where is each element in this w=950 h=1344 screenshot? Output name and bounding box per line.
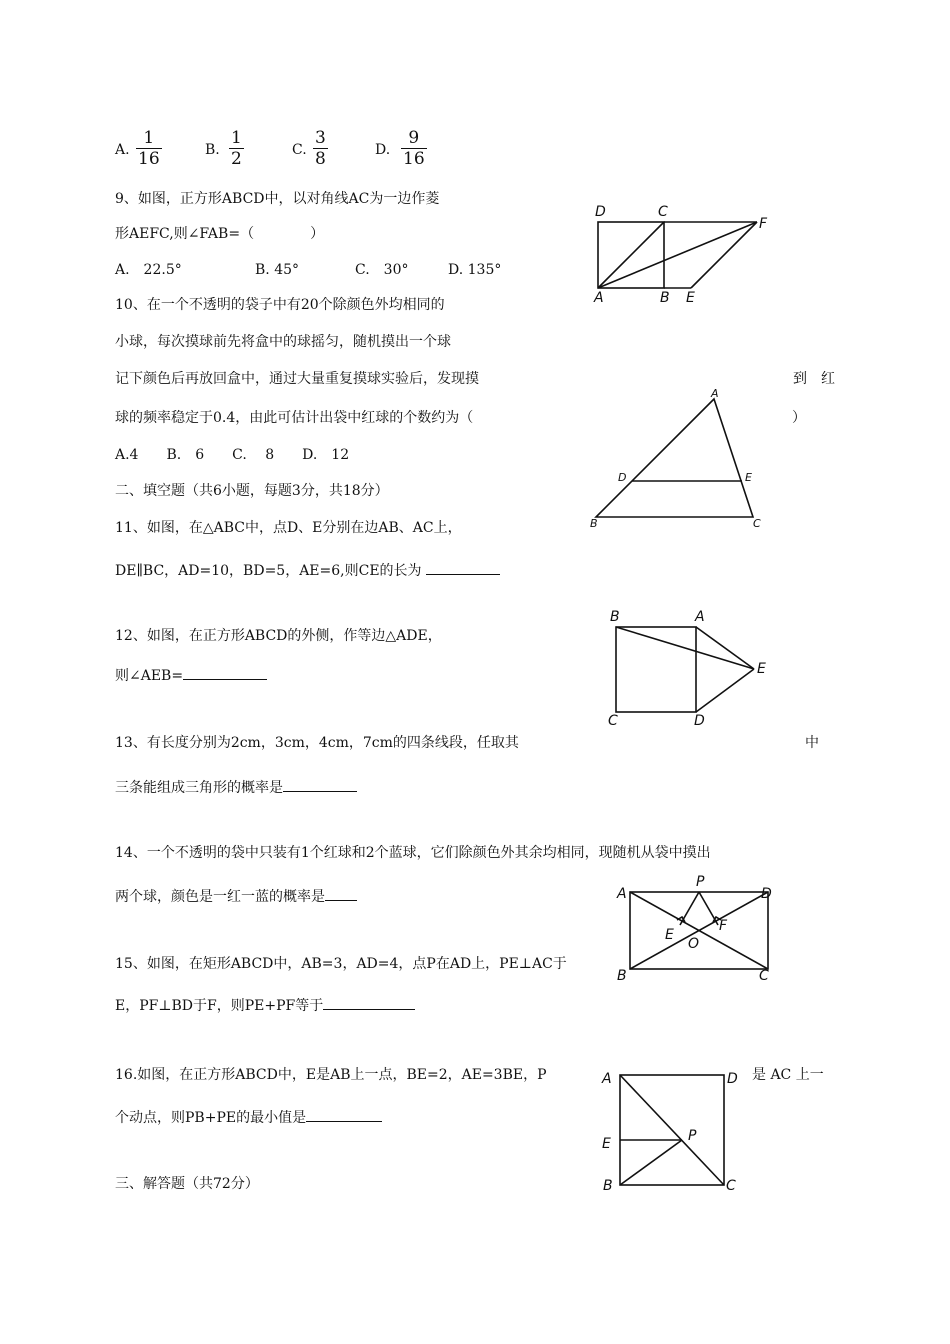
q10-options: A.4 B. 6 C. 8 D. 12 — [115, 447, 350, 463]
q9-option-a: A. 22.5° — [115, 262, 182, 278]
side-ef — [691, 222, 757, 288]
answer-blank — [183, 665, 267, 680]
q11-line-2-text: DE∥BC，AD=10，BD=5，AE=6,则CE的长为 — [115, 563, 422, 579]
label-b: B — [590, 517, 598, 530]
label-d: D — [727, 1071, 738, 1087]
label-c: C — [658, 204, 668, 220]
label-p: P — [696, 874, 705, 890]
q10-line-2: 小球，每次摸球前先将盒中的球摇匀，随机摸出一个球 — [115, 334, 451, 350]
label-a: A — [617, 886, 627, 902]
label-a: A — [711, 387, 719, 400]
label-a: A — [594, 290, 604, 306]
q9-option-d: D. 135° — [448, 262, 502, 278]
q8-option-d-label: D. — [375, 142, 391, 158]
label-o: O — [688, 936, 700, 952]
q10-line-4-tail: ） — [792, 410, 806, 426]
label-e: E — [745, 471, 752, 484]
answer-blank — [325, 886, 357, 901]
triangle-abc — [596, 399, 753, 517]
q9-line-2: 形AEFC,则∠FAB=（ ） — [115, 226, 325, 242]
segment-pb — [620, 1140, 682, 1185]
q8-option-a-fraction — [136, 128, 162, 169]
label-e: E — [757, 661, 766, 677]
q10-line-3-tail: 到 红 — [793, 371, 835, 387]
q14-line-2 — [115, 886, 357, 906]
q14-line-2-text: 两个球，颜色是一红一蓝的概率是 — [115, 889, 325, 905]
q13-line-1: 13、有长度分别为2cm，3cm，4cm，7cm的四条线段，任取其 — [115, 735, 519, 751]
denominator: 2 — [231, 149, 242, 169]
numerator: 1 — [231, 128, 242, 148]
label-c: C — [753, 517, 761, 530]
label-e: E — [686, 290, 695, 306]
segment-af — [598, 222, 757, 288]
label-d: D — [761, 886, 772, 902]
label-f: F — [719, 918, 728, 934]
figure-q9-square-rhombus — [585, 200, 775, 310]
q12-line-2-text: 则∠AEB= — [115, 668, 184, 684]
numerator: 9 — [408, 128, 420, 148]
segment-pe — [680, 892, 699, 925]
q10-line-3: 记下颜色后再放回盒中，通过大量重复摸球实验后，发现摸 — [115, 371, 479, 387]
label-c: C — [608, 713, 618, 729]
figure-q12-square-triangle — [600, 605, 780, 730]
segment-be — [616, 627, 754, 669]
diagonal-ac — [598, 222, 664, 288]
figure-q15-rectangle — [612, 870, 782, 990]
q8-option-a-label: A. — [115, 142, 130, 158]
label-a: A — [695, 609, 705, 625]
label-c: C — [726, 1178, 736, 1194]
side-de — [696, 669, 754, 712]
q9-option-c: C. 30° — [355, 262, 409, 278]
q9-option-b: B. 45° — [255, 262, 300, 278]
q13-line-1-tail: 中 — [805, 735, 819, 751]
answer-blank — [323, 995, 415, 1010]
segment-pf — [699, 892, 718, 925]
q11-line-2 — [115, 560, 500, 580]
label-f: F — [759, 216, 768, 232]
q12-line-1: 12、如图，在正方形ABCD的外侧，作等边△ADE， — [115, 628, 442, 644]
figure-q11-triangle — [585, 385, 775, 535]
label-a: A — [602, 1071, 612, 1087]
figure-q16-square — [598, 1065, 748, 1197]
label-d: D — [618, 471, 627, 484]
q8-option-b-fraction — [229, 128, 244, 169]
label-b: B — [660, 290, 670, 306]
q15-line-1: 15、如图，在矩形ABCD中，AB=3，AD=4，点P在AD上，PE⊥AC于 — [115, 956, 567, 972]
answer-blank — [426, 560, 500, 575]
label-b: B — [617, 968, 627, 984]
denominator: 16 — [138, 149, 160, 169]
q15-line-2 — [115, 995, 415, 1015]
section-2-heading: 二、填空题（共6小题，每题3分，共18分） — [115, 483, 389, 499]
q12-line-2 — [115, 665, 267, 685]
q16-line-1: 16.如图，在正方形ABCD中，E是AB上一点，BE=2，AE=3BE，P — [115, 1067, 547, 1083]
numerator: 3 — [315, 128, 326, 148]
q8-option-c-label: C. — [292, 142, 307, 158]
answer-blank — [306, 1107, 382, 1122]
q11-line-1: 11、如图，在△ABC中，点D、E分别在边AB、AC上， — [115, 520, 462, 536]
side-ae — [696, 627, 754, 669]
q16-line-2 — [115, 1107, 382, 1127]
diagonal-ac — [620, 1075, 724, 1185]
q16-line-2-text: 个动点，则PB+PE的最小值是 — [115, 1110, 307, 1126]
q8-option-c-fraction — [313, 128, 328, 169]
q16-line-1-tail: 是 AC 上一 — [752, 1067, 824, 1083]
section-3-heading: 三、解答题（共72分） — [115, 1176, 259, 1192]
label-d: D — [595, 204, 606, 220]
label-d: D — [694, 713, 705, 729]
q13-line-2-text: 三条能组成三角形的概率是 — [115, 780, 283, 796]
label-e: E — [602, 1136, 611, 1152]
denominator: 16 — [403, 149, 425, 169]
numerator: 1 — [143, 128, 155, 148]
q10-line-1: 10、在一个不透明的袋子中有20个除颜色外均相同的 — [115, 297, 445, 313]
label-e: E — [665, 927, 674, 943]
q13-line-2 — [115, 777, 357, 797]
q8-option-b-label: B. — [205, 142, 220, 158]
label-b: B — [610, 609, 620, 625]
q14-line-1: 14、一个不透明的袋中只装有1个红球和2个蓝球，它们除颜色外其余均相同，现随机从袋中摸出 — [115, 845, 711, 861]
label-p: P — [688, 1128, 697, 1144]
q8-option-d-fraction — [401, 128, 427, 169]
q10-line-4: 球的频率稳定于0.4，由此可估计出袋中红球的个数约为（ — [115, 410, 474, 426]
q15-line-2-text: E，PF⊥BD于F，则PE+PF等于 — [115, 998, 324, 1014]
q9-line-1: 9、如图，正方形ABCD中，以对角线AC为一边作菱 — [115, 191, 440, 207]
answer-blank — [283, 777, 357, 792]
label-c: C — [759, 968, 769, 984]
label-b: B — [603, 1178, 613, 1194]
denominator: 8 — [315, 149, 326, 169]
